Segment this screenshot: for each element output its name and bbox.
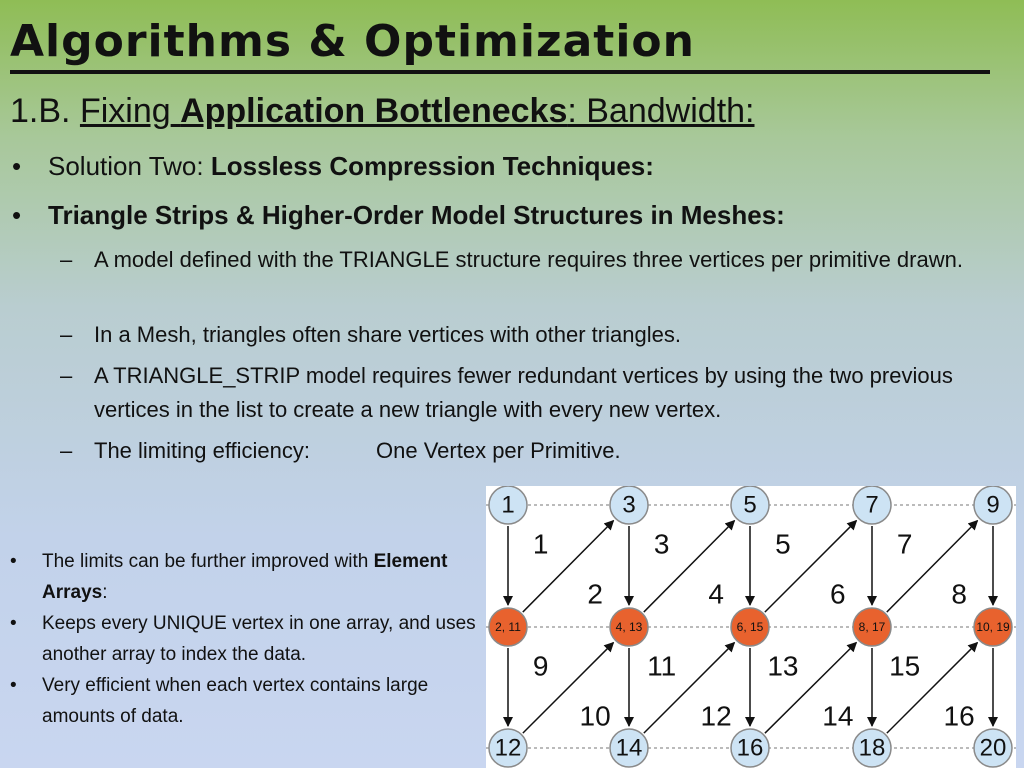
sub-bullet-text: In a Mesh, triangles often share vertices with other triangles. [94,322,681,347]
triangle-label-lower-b-3: 16 [943,700,975,732]
sub-bullet-marker: – [60,438,73,463]
subtitle-prefix: 1.B. [10,92,80,130]
triangle-label-upper-a-3: 7 [896,528,913,560]
triangle-label-lower-a-1: 11 [647,650,677,682]
slide-title [10,14,990,74]
vertex-top-2 [731,486,769,524]
triangle-label-upper-a-1: 3 [653,528,670,560]
vertex-label: 6, 15 [736,620,764,634]
sub-bullet-marker: – [60,247,73,272]
sub-bullet-triangle-structure [60,243,1000,277]
subtitle-bold: Application Bottlenecks [180,92,568,130]
sub-bullet-marker: – [60,363,73,388]
bullet-bold: Triangle Strips & Higher-Order Model Structures in Meshes: [48,200,785,230]
vertex-label: 18 [858,734,886,762]
sub-bullet-marker: – [60,322,73,347]
vertex-bottom-3 [853,729,891,767]
side-bullet-marker: • [10,675,17,696]
side-bullet-marker: • [10,551,17,572]
triangle-strip-svg [486,486,1016,768]
vertex-label: 4, 13 [615,620,643,634]
vertex-top-1 [610,486,648,524]
side-bullet-text: Very efficient when each vertex contains large amounts of data. [42,675,429,727]
side-bullet-plain: The limits can be further improved with [42,551,374,572]
vertex-bottom-0 [489,729,527,767]
triangle-label-lower-b-2: 14 [822,700,854,732]
vertex-label: 10, 19 [976,620,1010,634]
triangle-label-upper-b-3: 8 [951,578,967,610]
sub-bullet-shared-vertices [60,318,1000,352]
sub-bullet-triangle-strip [60,359,1000,427]
bullet-marker: • [12,151,22,181]
vertex-label: 8, 17 [858,620,886,634]
bullet-plain: Solution Two: [48,151,211,181]
slide-subtitle [10,90,755,132]
subtitle-rest: : Bandwidth: [567,92,755,130]
sub-bullet-limiting-efficiency [60,434,1000,468]
triangle-label-lower-a-2: 13 [767,650,799,682]
side-bullet-text: Keeps every UNIQUE vertex in one array, and uses another array to index the data. [42,613,476,665]
side-bullet-efficient [10,670,480,732]
triangle-label-upper-a-2: 5 [775,528,791,560]
subtitle-fixing: Fixing [79,92,171,130]
vertex-label: 7 [865,491,879,519]
triangle-label-upper-a-0: 1 [532,528,549,560]
bullet-solution-two [12,150,654,182]
bullet-bold: Lossless Compression Techniques: [210,151,654,181]
vertex-label: 3 [622,491,636,519]
side-bullet-marker: • [10,613,17,634]
vertex-bottom-1 [610,729,648,767]
vertex-top-4 [974,486,1012,524]
triangle-label-upper-b-1: 4 [708,578,724,610]
side-bullet-after: : [102,582,108,603]
vertex-label: 1 [501,491,515,519]
vertex-bottom-4 [974,729,1012,767]
triangle-label-upper-b-0: 2 [587,578,603,610]
triangle-label-lower-b-0: 10 [579,700,611,732]
side-bullet-bold: Element Arrays [42,551,448,603]
slide-title-text: Algorithms & Optimization [10,16,695,67]
vertex-label: 5 [743,491,757,519]
vertex-label: 16 [736,734,764,762]
triangle-label-lower-b-1: 12 [700,700,732,732]
triangle-label-upper-b-2: 6 [830,578,846,610]
vertex-label: 14 [615,734,643,762]
vertex-middle-0 [489,608,527,646]
triangle-label-lower-a-0: 9 [532,650,549,682]
vertex-top-0 [489,486,527,524]
side-bullet-element-arrays [10,546,480,608]
sub-bullet-value: One Vertex per Primitive. [376,438,621,463]
bullet-marker: • [12,200,22,230]
vertex-bottom-2 [731,729,769,767]
vertex-middle-1 [610,608,648,646]
sub-bullet-text: A TRIANGLE_STRIP model requires fewer redundant vertices by using the two previous vertices in the list to create a new triangle with every new vertex. [94,363,953,422]
side-bullet-text [42,546,480,608]
vertex-label: 20 [979,734,1007,762]
bullet-triangle-strips [12,199,785,231]
triangle-label-lower-a-3: 15 [889,650,921,682]
vertex-label: 12 [494,734,522,762]
vertex-label: 2, 11 [495,620,521,634]
vertex-label: 9 [986,491,1000,519]
vertex-top-3 [853,486,891,524]
vertex-middle-2 [731,608,769,646]
sub-bullet-text: A model defined with the TRIANGLE structure requires three vertices per primitive drawn. [94,247,963,272]
vertex-middle-3 [853,608,891,646]
triangle-strip-diagram [486,486,1016,768]
sub-bullet-label: The limiting efficiency: [94,438,311,463]
sub-bullet-text-row [94,434,1000,468]
subtitle-underlined [80,92,755,130]
side-bullet-unique-vertex [10,608,480,670]
vertex-middle-4 [974,608,1012,646]
